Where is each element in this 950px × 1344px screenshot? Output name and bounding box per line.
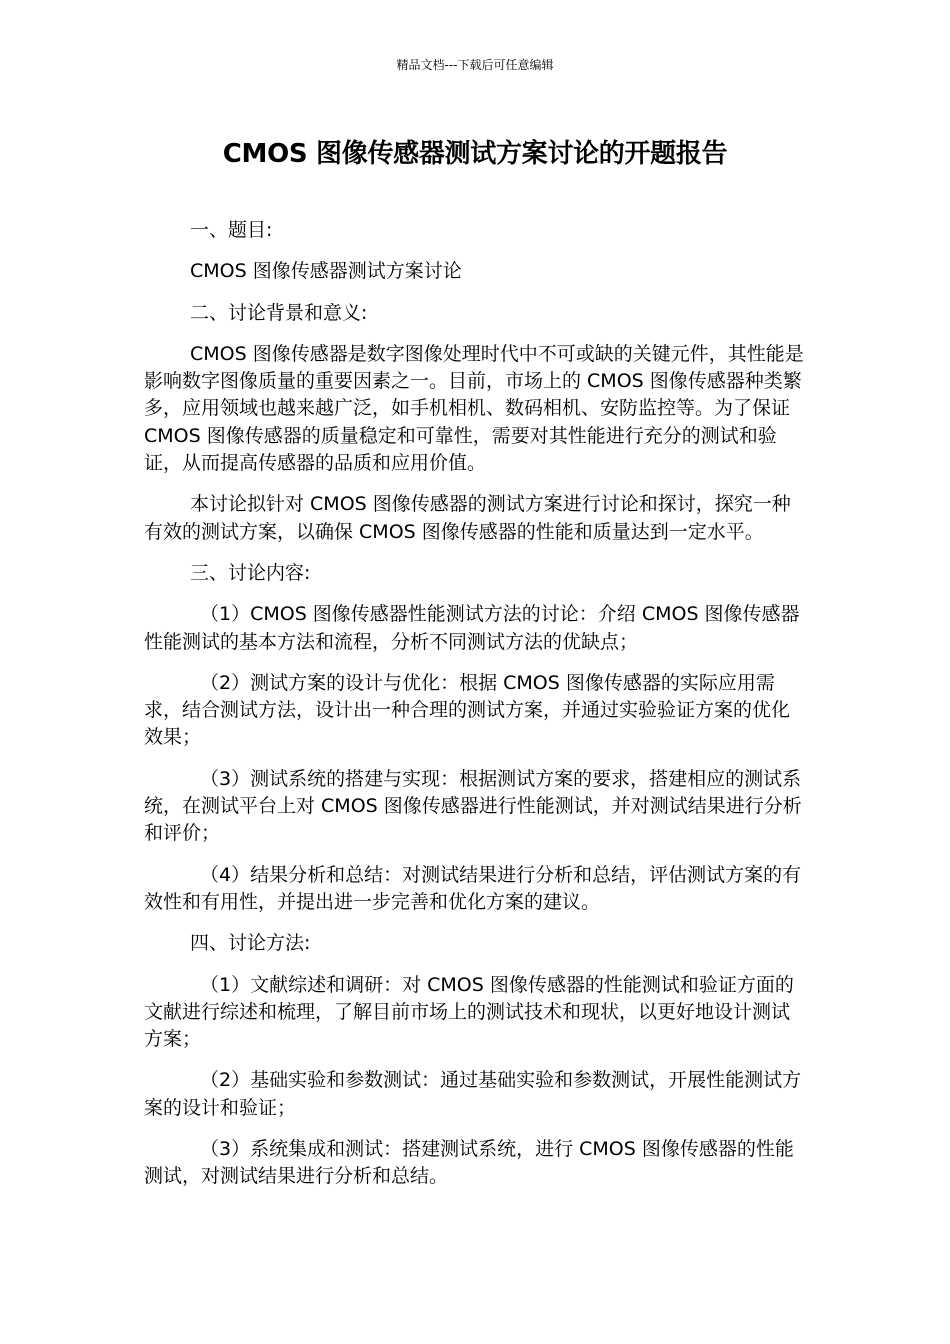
page-header: 精品文档---下载后可任意编辑 <box>396 58 554 72</box>
purpose-paragraph: 本讨论拟针对 CMOS 图像传感器的测试方案进行讨论和探讨，探究一种有效的测试方案，以确保 CMOS 图像传感器的性能和质量达到一定水平。 <box>144 493 791 543</box>
content-item: （3）测试系统的搭建与实现：根据测试方案的要求，搭建相应的测试系统，在测试平台上对 CMOS 图像传感器进行性能测试，并对测试结果进行分析和评价； <box>144 767 802 845</box>
section-heading-topic: 一、题目: <box>190 219 273 241</box>
content-item: （1）CMOS 图像传感器性能测试方法的讨论：介绍 CMOS 图像传感器性能测试的基本方法和流程，分析不同测试方法的优缺点； <box>144 603 800 653</box>
section-heading-content: 三、讨论内容: <box>190 561 311 584</box>
method-item: （3）系统集成和测试：搭建测试系统，进行 CMOS 图像传感器的性能测试，对测试结果进行分析和总结。 <box>144 1138 794 1188</box>
topic-text: CMOS 图像传感器测试方案讨论 <box>190 260 462 283</box>
document-title: CMOS 图像传感器测试方案讨论的开题报告 <box>222 139 728 169</box>
content-item: （4）结果分析和总结：对测试结果进行分析和总结，评估测试方案的有效性和有用性，并提出进一步完善和优化方案的建议。 <box>144 863 802 913</box>
section-heading-methods: 四、讨论方法: <box>190 932 311 955</box>
method-item: （2）基础实验和参数测试：通过基础实验和参数测试，开展性能测试方案的设计和验证； <box>144 1069 802 1119</box>
background-paragraph: CMOS 图像传感器是数字图像处理时代中不可或缺的关键元件，其性能是影响数字图像质量的重要因素之一。目前，市场上的 CMOS 图像传感器种类繁多，应用领域也越来越广泛，如手机相机、数码相机、安防监控等。为了保证 CMOS 图像传感器的质量稳定和可靠性，需要对其性能进行充分的测试和验证，从而提高传感器的品质和应用价值。 <box>144 342 804 475</box>
section-heading-background: 二、讨论背景和意义: <box>190 301 368 324</box>
method-item: （1）文献综述和调研：对 CMOS 图像传感器的性能测试和验证方面的文献进行综述和梳理，了解目前市场上的测试技术和现状，以更好地设计测试方案； <box>144 973 794 1051</box>
content-item: （2）测试方案的设计与优化：根据 CMOS 图像传感器的实际应用需求，结合测试方法，设计出一种合理的测试方案，并通过实验验证方案的优化效果； <box>144 671 791 749</box>
document-body <box>144 217 806 1205</box>
